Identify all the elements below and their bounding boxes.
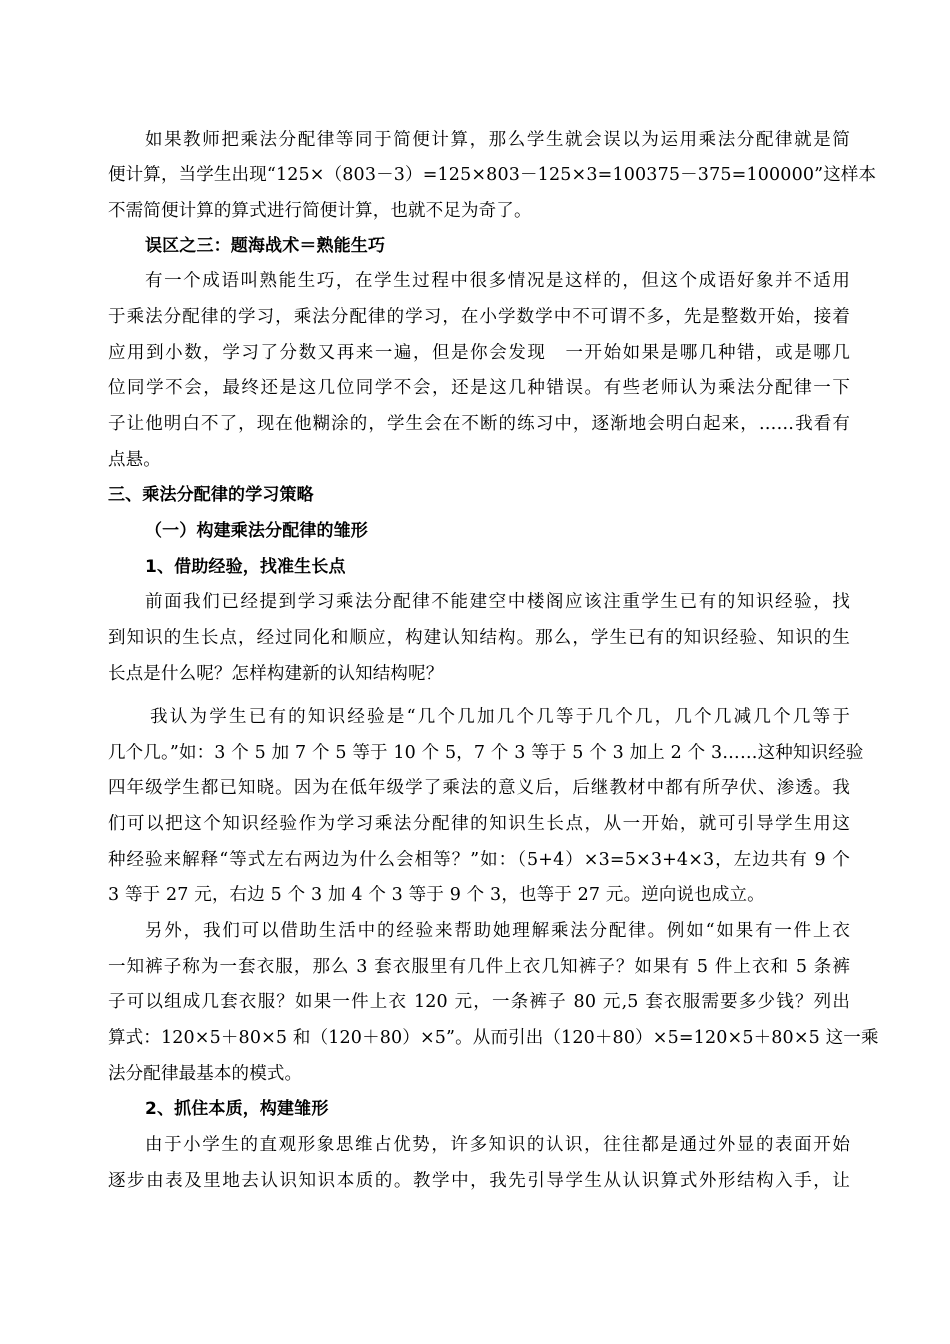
paragraph-line: 长点是什么呢？怎样构建新的认知结构呢？ [108,664,444,684]
subsection-heading: （一）构建乘法分配律的雏形 [145,521,368,541]
paragraph-line: 应用到小数，学习了分数又再来一遍，但是你会发现 一开始如果是哪几种错，或是哪几 [108,343,850,363]
paragraph-line: 到知识的生长点，经过同化和顺应，构建认知结构。那么，学生已有的知识经验、知识的生 [108,628,850,648]
paragraph-line: 有一个成语叫熟能生巧，在学生过程中很多情况是这样的，但这个成语好象并不适用 [145,271,850,291]
paragraph-line: 法分配律最基本的模式。 [108,1064,303,1084]
item-heading: 1、借助经验，找准生长点 [145,557,346,577]
section-heading: 误区之三：题海战术＝熟能生巧 [145,236,386,256]
paragraph-line: 们可以把这个知识经验作为学习乘法分配律的知识生长点，从一开始，就可引导学生用这 [108,814,850,834]
paragraph-line: 如果教师把乘法分配律等同于简便计算，那么学生就会误以为运用乘法分配律就是简 [145,130,850,150]
paragraph-line: 由于小学生的直观形象思维占优势，许多知识的认识，往往都是通过外显的表面开始 [145,1135,850,1155]
paragraph-line: 点悬。 [108,450,161,470]
item-heading: 2、抓住本质，构建雏形 [145,1099,329,1119]
paragraph-line: 位同学不会，最终还是这几位同学不会，还是这几种错误。有些老师认为乘法分配律一下 [108,378,850,398]
paragraph-line: 一知裤子称为一套衣服，那么 3 套衣服里有几件上衣几知裤子？如果有 5 件上衣和 5 条裤 [108,957,850,977]
paragraph-line: 子让他明白不了，现在他糊涂的，学生会在不断的练习中，逐渐地会明白起来，……我看有 [108,414,850,434]
paragraph-line: 3 等于 27 元，右边 5 个 3 加 4 个 3 等于 9 个 3，也等于 27 元。逆向说也成立。 [108,885,765,905]
paragraph-line: 几个几。”如：3 个 5 加 7 个 5 等于 10 个 5，7 个 3 等于 5 个 3 加上 2 个 3……这种知识经验 [108,743,864,763]
paragraph-line: 于乘法分配律的学习，乘法分配律的学习，在小学数学中不可谓不多，先是整数开始，接着 [108,307,850,327]
paragraph-line: 另外，我们可以借助生活中的经验来帮助她理解乘法分配律。例如“如果有一件上衣 [145,921,850,941]
paragraph-line: 前面我们已经提到学习乘法分配律不能建空中楼阁应该注重学生已有的知识经验，找 [145,592,850,612]
paragraph-line: 逐步由表及里地去认识知识本质的。教学中，我先引导学生从认识算式外形结构入手，让 [108,1171,850,1191]
paragraph-line: 不需简便计算的算式进行简便计算，也就不足为奇了。 [108,201,532,221]
section-heading: 三、乘法分配律的学习策略 [108,485,314,505]
paragraph-line: 算式：120×5＋80×5 和（120＋80）×5”。从而引出（120＋80）×5=120×5＋80×5 这一乘 [108,1028,879,1048]
paragraph-line: 子可以组成几套衣服？如果一件上衣 120 元，一条裤子 80 元,5 套衣服需要多少钱？列出 [108,992,850,1012]
paragraph-line: 我认为学生已有的知识经验是“几个几加几个几等于几个几，几个几减几个几等于 [150,707,850,727]
paragraph-line: 四年级学生都已知晓。因为在低年级学了乘法的意义后，后继教材中都有所孕伏、渗透。我 [108,778,850,798]
paragraph-line: 便计算，当学生出现“125×（803－3）=125×803－125×3=100375－375=100000”这样本 [108,165,877,185]
paragraph-line: 种经验来解释“等式左右两边为什么会相等？”如：（5+4）×3=5×3+4×3，左边共有 9 个 [108,850,850,870]
